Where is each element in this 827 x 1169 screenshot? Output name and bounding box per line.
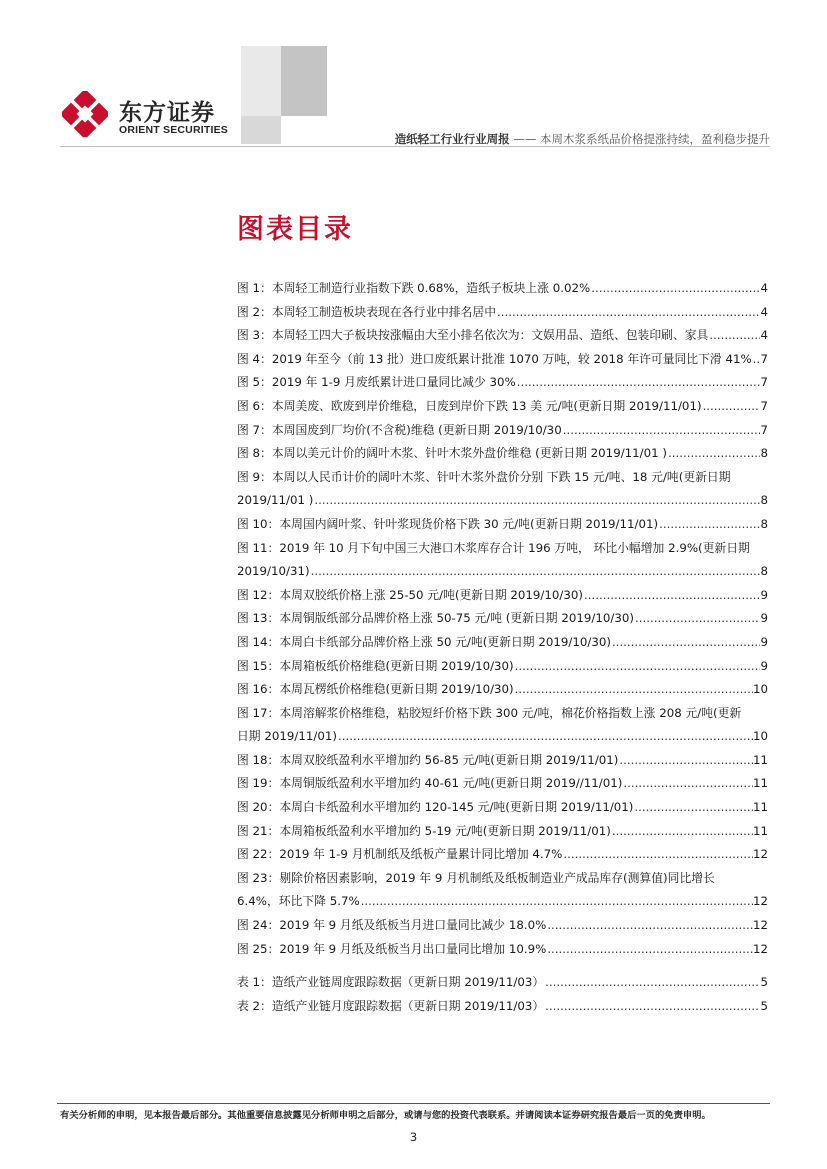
toc-table-entry[interactable] — [237, 995, 768, 1019]
toc-figure-entry-row — [237, 584, 768, 608]
toc-figure-entry-page: 8 — [760, 516, 768, 531]
toc-table-entry-page: 5 — [760, 975, 768, 990]
toc-figure-entry-text: 图 11：2019 年 10 月下旬中国三大港口木浆库存合计 196 万吨， 环比小幅增加 2.9%(更新日期 — [237, 540, 750, 555]
toc-leader-dots — [752, 348, 761, 372]
toc-title: 图表目录 — [237, 214, 353, 245]
toc-figure-entry-row — [237, 489, 768, 513]
table-list — [237, 971, 768, 1018]
report-type: 造纸轻工行业行业周报 — [394, 132, 510, 146]
toc-figure-entry-page: 9 — [760, 658, 768, 673]
toc-figure-entry-row — [237, 678, 768, 702]
toc-figure-entry-page: 11 — [752, 800, 768, 815]
orient-logo-icon — [62, 91, 108, 137]
toc-figure-entry-row — [237, 938, 768, 962]
toc-figure-entry[interactable] — [237, 749, 768, 773]
toc-figure-entry-row — [237, 442, 768, 466]
toc-figure-entry[interactable] — [237, 371, 768, 395]
toc-figure-entry[interactable] — [237, 796, 768, 820]
toc-figure-entry-row — [237, 348, 768, 372]
header-decor-bar-dark — [281, 46, 327, 116]
footer-disclaimer: 有关分析师的申明，见本报告最后部分。其他重要信息披露见分析师申明之后部分，或请与您的投资代表联系。并请阅读本证券研究报告最后一页的免责申明。 — [60, 1110, 711, 1121]
toc-figure-entry-row — [237, 843, 768, 867]
toc-figure-entry-page: 4 — [760, 328, 768, 343]
toc-figure-entry-page: 9 — [760, 587, 768, 602]
toc-figure-entry-row — [237, 277, 768, 301]
toc-table-entry[interactable] — [237, 971, 768, 995]
toc-figure-entry[interactable] — [237, 655, 768, 679]
toc-figure-entry-page: 7 — [760, 375, 768, 390]
toc-figure-entry-page: 7 — [760, 351, 768, 366]
toc-leader-dots — [310, 560, 761, 584]
toc-figure-entry[interactable] — [237, 678, 768, 702]
toc-figure-entry-text: 图 10：本周国内阔叶浆、针叶浆现货价格下跌 30 元/吨(更新日期 2019/11/01) — [237, 516, 659, 531]
toc-figure-entry-page: 11 — [752, 776, 768, 791]
toc-figure-entry-text: 图 8：本周以美元计价的阔叶木浆、针叶木浆外盘价维稳 (更新日期 2019/11/01 ) — [237, 446, 668, 461]
toc-figure-entry-page: 8 — [760, 446, 768, 461]
toc-figure-entry-text: 图 3：本周轻工四大子板块按涨幅由大至小排名依次为：文娱用品、造纸、包装印刷、家具 — [237, 328, 709, 343]
toc-leader-dots — [590, 277, 760, 301]
toc-figure-entry-row — [237, 725, 768, 749]
toc-leader-dots — [514, 655, 761, 679]
toc-table-entry-page: 5 — [760, 998, 768, 1013]
toc-figure-entry-row — [237, 513, 768, 537]
toc-figure-entry-text: 图 14：本周白卡纸部分品牌价格上涨 50 元/吨(更新日期 2019/10/30) — [237, 634, 611, 649]
figure-list — [237, 277, 768, 961]
report-header-title — [395, 131, 770, 147]
toc-leader-dots — [708, 324, 760, 348]
toc-figure-entry[interactable] — [237, 702, 768, 749]
toc-figure-entry-page: 10 — [752, 729, 768, 744]
toc-figure-entry-page: 12 — [752, 918, 768, 933]
toc-leader-dots — [360, 890, 753, 914]
toc-figure-entry-page: 7 — [760, 398, 768, 413]
report-title: 本周木浆系纸品价格提涨持续，盈利稳步提升 — [540, 132, 770, 146]
toc-figure-entry-page: 12 — [752, 941, 768, 956]
header-decor-bar-light — [241, 46, 281, 116]
toc-gap — [237, 961, 768, 971]
toc-figure-entry[interactable] — [237, 631, 768, 655]
toc-figure-entry-text: 图 12：本周双胶纸价格上涨 25-50 元/吨(更新日期 2019/10/30) — [237, 587, 584, 602]
toc-leader-dots — [544, 971, 760, 995]
toc-figure-entry-text: 图 19：本周铜版纸盈利水平增加约 40-61 元/吨(更新日期 2019//11/01) — [237, 776, 623, 791]
toc-figure-entry-row — [237, 631, 768, 655]
toc-figure-entry-page: 12 — [752, 894, 768, 909]
header-separator: —— — [513, 132, 537, 146]
toc-figure-entry-text: 图 15：本周箱板纸价格维稳(更新日期 2019/10/30) — [237, 658, 514, 673]
toc-figure-entry[interactable] — [237, 914, 768, 938]
toc-leader-dots — [667, 442, 760, 466]
toc-figure-entry-row — [237, 419, 768, 443]
toc-figure-entry-page: 4 — [760, 304, 768, 319]
toc-leader-dots — [583, 584, 760, 608]
toc-figure-entry[interactable] — [237, 395, 768, 419]
toc-leader-dots — [611, 820, 753, 844]
toc-leader-dots — [562, 843, 753, 867]
toc-leader-dots — [546, 914, 753, 938]
toc-figure-entry-text: 图 24：2019 年 9 月纸及纸板当月进口量同比减少 18.0% — [237, 918, 547, 933]
toc-figure-entry-page: 9 — [760, 634, 768, 649]
toc-figure-entry-page: 8 — [760, 564, 768, 579]
footer-divider — [57, 1103, 770, 1104]
toc-figure-entry-page: 11 — [752, 752, 768, 767]
toc-figure-entry-row — [237, 914, 768, 938]
brand-name-cn: 东方证券 — [119, 100, 215, 126]
toc-leader-dots — [618, 749, 753, 773]
toc-figure-entry[interactable] — [237, 419, 768, 443]
header-divider — [60, 146, 770, 147]
toc-figure-entry[interactable] — [237, 442, 768, 466]
toc-leader-dots — [562, 419, 761, 443]
toc-leader-dots — [658, 513, 760, 537]
toc-figure-entry[interactable] — [237, 867, 768, 914]
toc-leader-dots — [496, 301, 760, 325]
toc-figure-entry-text: 图 18：本周双胶纸盈利水平增加约 56-85 元/吨(更新日期 2019/11/01) — [237, 752, 619, 767]
toc-figure-entry[interactable] — [237, 537, 768, 584]
toc-figure-entry-text: 图 7：本周国废到厂均价(不含税)维稳 (更新日期 2019/10/30 — [237, 422, 562, 437]
toc-figure-entry-text: 图 17：本周溶解浆价格维稳，粘胶短纤价格下跌 300 元/吨，棉花价格指数上涨 208 元/吨(更新 — [237, 705, 742, 720]
toc-figure-entry-row — [237, 560, 768, 584]
toc-figure-entry-text: 图 13：本周铜版纸部分品牌价格上涨 50-75 元/吨 (更新日期 2019/10/30) — [237, 611, 634, 626]
toc-figure-entry-row — [237, 395, 768, 419]
toc-table-entry-text: 表 2：造纸产业链月度跟踪数据（更新日期 2019/11/03） — [237, 998, 545, 1013]
toc-figure-entry-text-cont: 2019/10/31) — [237, 564, 310, 579]
toc-leader-dots — [516, 371, 761, 395]
toc-figure-entry-text-cont: 2019/11/01 ) — [237, 493, 314, 508]
brand-name-en: ORIENT SECURITIES — [119, 124, 228, 136]
toc-figure-entry[interactable] — [237, 466, 768, 513]
toc-figure-entry-row — [237, 749, 768, 773]
toc-figure-entry-page: 12 — [752, 847, 768, 862]
toc-figure-entry-row — [237, 324, 768, 348]
toc-figure-entry-page: 4 — [760, 281, 768, 295]
toc-leader-dots — [514, 678, 753, 702]
toc-figure-entry-text: 图 1：本周轻工制造行业指数下跌 0.68%，造纸子板块上涨 0.02% — [237, 281, 591, 295]
toc-figure-entry-row — [237, 301, 768, 325]
toc-figure-entry-page: 7 — [760, 422, 768, 437]
toc-figure-entry[interactable] — [237, 324, 768, 348]
toc-figure-entry-row — [237, 796, 768, 820]
toc-list — [237, 277, 768, 1018]
toc-figure-entry[interactable] — [237, 938, 768, 962]
toc-figure-entry-text: 图 2：本周轻工制造板块表现在各行业中排名居中 — [237, 304, 496, 319]
toc-figure-entry[interactable] — [237, 772, 768, 796]
toc-figure-entry-text: 图 16：本周瓦楞纸价格维稳(更新日期 2019/10/30) — [237, 682, 514, 697]
toc-table-entry-row — [237, 995, 768, 1019]
toc-figure-entry[interactable] — [237, 301, 768, 325]
toc-figure-entry[interactable] — [237, 843, 768, 867]
toc-figure-entry-text: 图 22：2019 年 1-9 月机制纸及纸板产量累计同比增加 4.7% — [237, 847, 563, 862]
toc-figure-entry-text: 图 5：2019 年 1-9 月废纸累计进口量同比减少 30% — [237, 375, 516, 390]
header-decor-bar-mid — [241, 116, 281, 144]
toc-figure-entry-row — [237, 890, 768, 914]
toc-figure-entry-text: 图 9：本周以人民币计价的阔叶木浆、针叶木浆外盘价分别 下跌 15 元/吨、18 元/吨(更新日期 — [237, 469, 731, 484]
toc-leader-dots — [337, 725, 753, 749]
toc-figure-entry[interactable] — [237, 607, 768, 631]
toc-leader-dots — [313, 489, 760, 513]
toc-figure-entry-page: 8 — [760, 493, 768, 508]
toc-leader-dots — [634, 607, 761, 631]
toc-leader-dots — [633, 796, 753, 820]
toc-figure-entry-text: 图 25：2019 年 9 月纸及纸板当月出口量同比增加 10.9% — [237, 941, 547, 956]
toc-leader-dots — [544, 995, 760, 1019]
toc-figure-entry-text-cont: 6.4%，环比下降 5.7% — [237, 894, 360, 909]
toc-figure-entry-text-cont: 日期 2019/11/01) — [237, 729, 337, 744]
toc-figure-entry-row — [237, 655, 768, 679]
toc-leader-dots — [702, 395, 761, 419]
toc-figure-entry[interactable] — [237, 348, 768, 372]
toc-figure-entry-row — [237, 820, 768, 844]
page-number: 3 — [409, 1130, 418, 1144]
toc-figure-entry[interactable] — [237, 584, 768, 608]
toc-figure-entry[interactable] — [237, 277, 768, 301]
toc-leader-dots — [622, 772, 753, 796]
toc-figure-entry-text: 图 23：剔除价格因素影响，2019 年 9 月机制纸及纸板制造业产成品库存(测算值)同比增长 — [237, 870, 715, 885]
toc-figure-entry-page: 10 — [752, 682, 768, 697]
toc-figure-entry[interactable] — [237, 513, 768, 537]
toc-leader-dots — [611, 631, 761, 655]
toc-figure-entry-text: 图 4：2019 年至今（前 13 批）进口废纸累计批准 1070 万吨，较 2018 年许可量同比下滑 41% — [237, 351, 752, 366]
toc-figure-entry-row — [237, 772, 768, 796]
toc-leader-dots — [546, 938, 753, 962]
toc-figure-entry-row — [237, 607, 768, 631]
toc-figure-entry[interactable] — [237, 820, 768, 844]
toc-figure-entry-text: 图 6：本周美废、欧废到岸价维稳，日废到岸价下跌 13 美 元/吨(更新日期 2019/11/01) — [237, 398, 702, 413]
toc-figure-entry-text: 图 21：本周箱板纸盈利水平增加约 5-19 元/吨(更新日期 2019/11/01) — [237, 823, 611, 838]
toc-figure-entry-text: 图 20：本周白卡纸盈利水平增加约 120-145 元/吨(更新日期 2019/11/01) — [237, 800, 634, 815]
toc-figure-entry-page: 11 — [752, 823, 768, 838]
toc-table-entry-text: 表 1：造纸产业链周度跟踪数据（更新日期 2019/11/03） — [237, 975, 545, 990]
toc-figure-entry-row — [237, 371, 768, 395]
toc-figure-entry-page: 9 — [760, 611, 768, 626]
toc-table-entry-row — [237, 971, 768, 995]
